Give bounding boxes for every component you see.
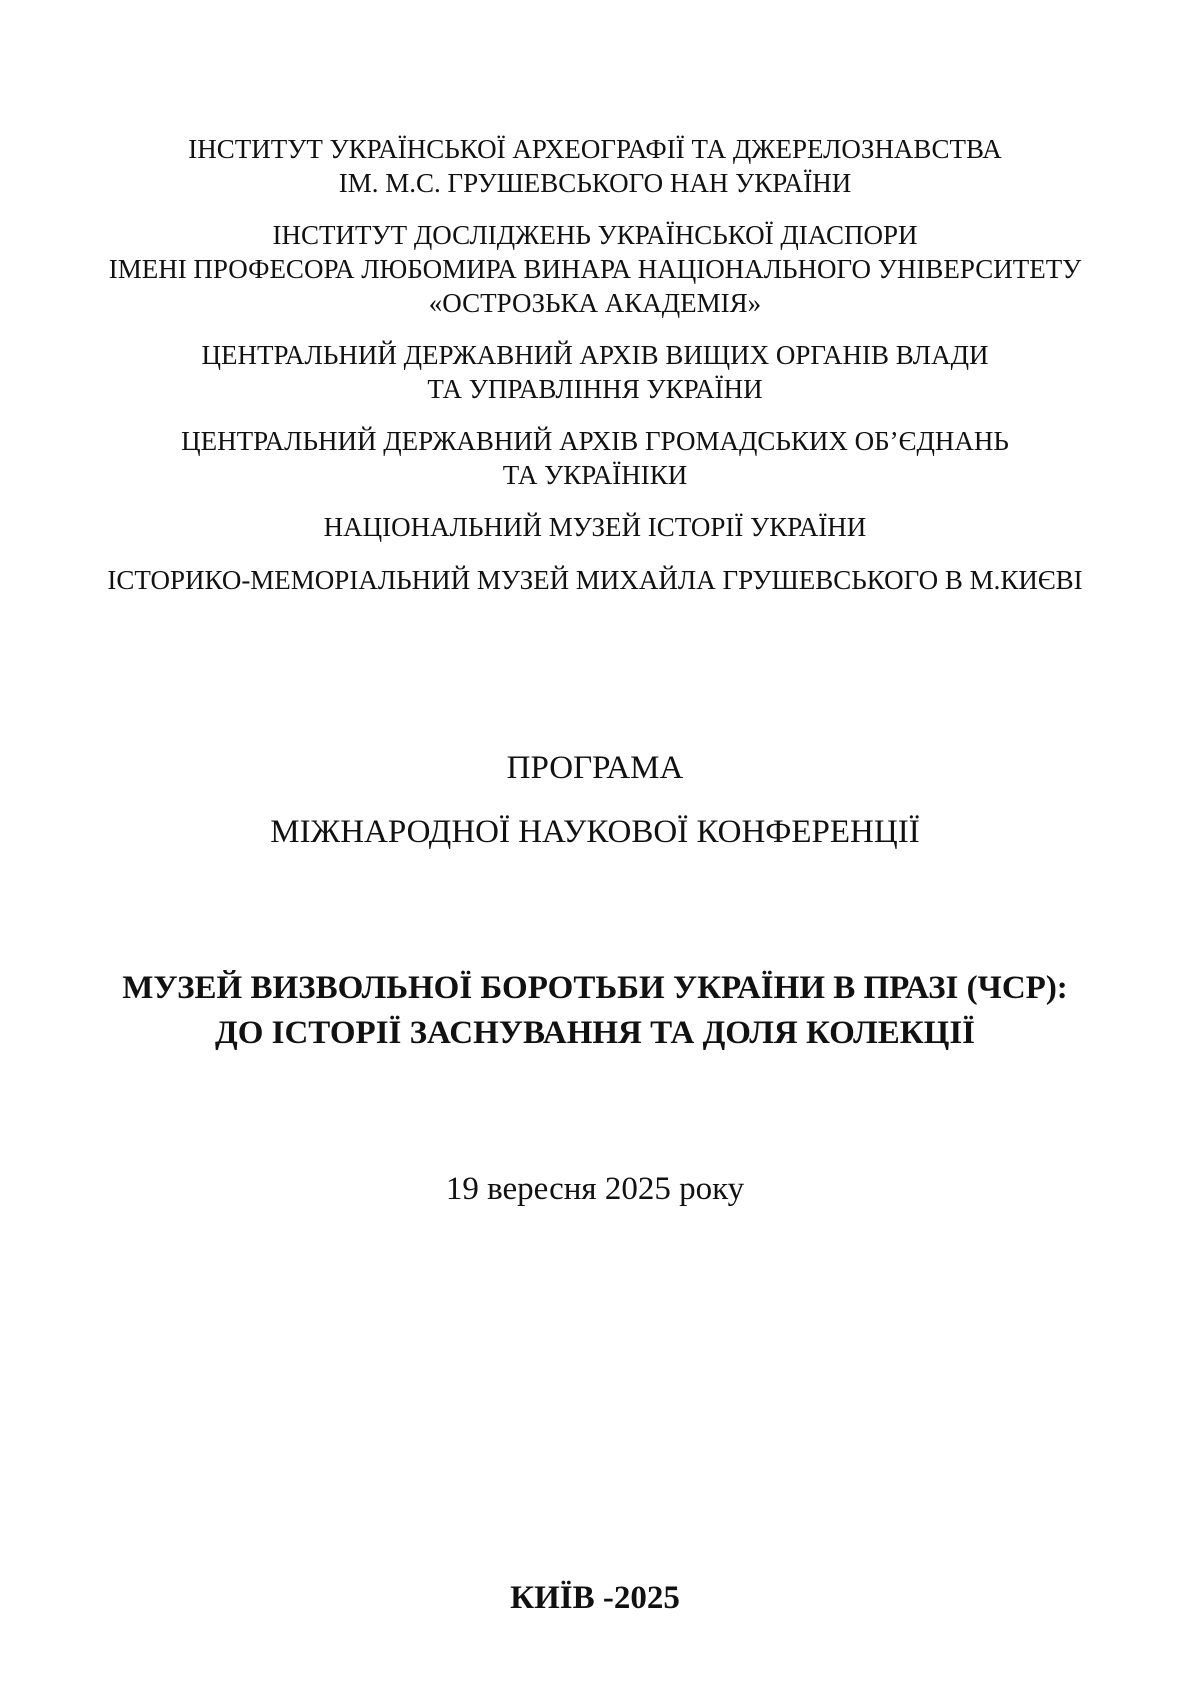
org-2-line-3: «ОСТРОЗЬКА АКАДЕМІЯ» bbox=[428, 288, 762, 318]
org-5-line-1: НАЦІОНАЛЬНИЙ МУЗЕЙ ІСТОРІЇ УКРАЇНИ bbox=[323, 512, 867, 542]
org-1-line-2: ІМ. М.С. ГРУШЕВСЬКОГО НАН УКРАЇНИ bbox=[338, 168, 852, 198]
org-2-line-1: ІНСТИТУТ ДОСЛІДЖЕНЬ УКРАЇНСЬКОЇ ДІАСПОРИ bbox=[272, 220, 918, 250]
org-2-line-2: ІМЕНІ ПРОФЕСОРА ЛЮБОМИРА ВИНАРА НАЦІОНАЛЬНОГО УНІВЕРСИТЕТУ bbox=[108, 254, 1082, 284]
conference-title-line-1: МУЗЕЙ ВИЗВОЛЬНОЇ БОРОТЬБИ УКРАЇНИ В ПРАЗІ (ЧСР): bbox=[122, 970, 1068, 1006]
org-4-line-2: ТА УКРАЇНІКИ bbox=[502, 460, 688, 490]
program-subtitle: МІЖНАРОДНОЇ НАУКОВОЇ КОНФЕРЕНЦІЇ bbox=[270, 814, 920, 850]
conference-title-line-2: ДО ІСТОРІЇ ЗАСНУВАННЯ ТА ДОЛЯ КОЛЕКЦІЇ bbox=[215, 1015, 975, 1051]
org-1-line-1: ІНСТИТУТ УКРАЇНСЬКОЇ АРХЕОГРАФІЇ ТА ДЖЕРЕЛОЗНАВСТВА bbox=[188, 134, 1002, 164]
city-year: КИЇВ -2025 bbox=[510, 1580, 680, 1616]
conference-date: 19 вересня 2025 року bbox=[445, 1171, 745, 1207]
org-4-line-1: ЦЕНТРАЛЬНИЙ ДЕРЖАВНИЙ АРХІВ ГРОМАДСЬКИХ ОБ’ЄДНАНЬ bbox=[181, 426, 1009, 456]
program-label: ПРОГРАМА bbox=[506, 750, 684, 786]
org-3-line-1: ЦЕНТРАЛЬНИЙ ДЕРЖАВНИЙ АРХІВ ВИЩИХ ОРГАНІВ ВЛАДИ bbox=[201, 340, 989, 370]
org-6-line-1: ІСТОРИКО-МЕМОРІАЛЬНИЙ МУЗЕЙ МИХАЙЛА ГРУШЕВСЬКОГО В М.КИЄВІ bbox=[107, 565, 1083, 595]
org-3-line-2: ТА УПРАВЛІННЯ УКРАЇНИ bbox=[427, 374, 763, 404]
